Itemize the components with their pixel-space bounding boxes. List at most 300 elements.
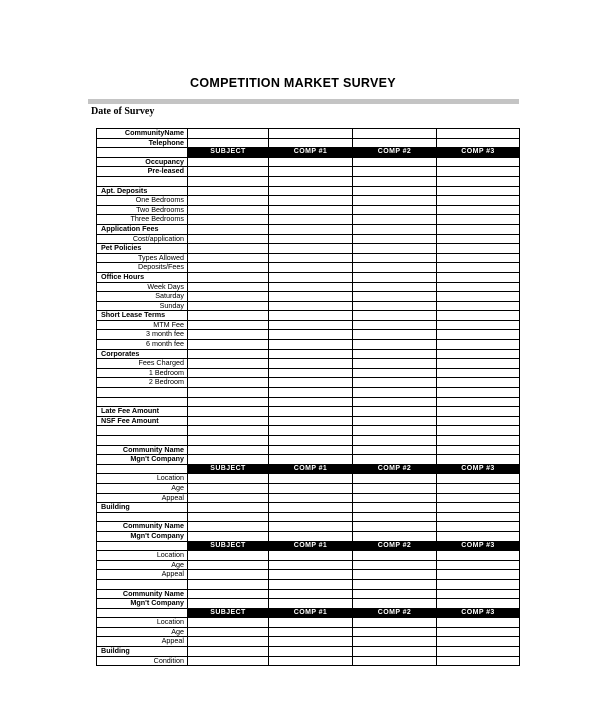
input-cell[interactable]: [437, 282, 520, 292]
input-cell[interactable]: [188, 436, 269, 446]
row-label: CommunityName: [97, 129, 188, 139]
header-blank-cell: [97, 148, 188, 158]
input-cell[interactable]: [437, 436, 520, 446]
row-label: Corporates: [97, 349, 188, 359]
row-label: Pre-leased: [97, 167, 188, 177]
input-cell[interactable]: [269, 627, 353, 637]
input-cell[interactable]: [437, 378, 520, 388]
input-cell[interactable]: [437, 483, 520, 493]
input-cell[interactable]: [269, 263, 353, 273]
input-cell[interactable]: [353, 589, 437, 599]
table-row: [97, 455, 520, 465]
table-row: [97, 618, 520, 628]
input-cell[interactable]: [269, 368, 353, 378]
input-cell[interactable]: [437, 311, 520, 321]
table-row: [97, 599, 520, 609]
input-cell[interactable]: [269, 138, 353, 148]
input-cell[interactable]: [269, 570, 353, 580]
input-cell[interactable]: [188, 301, 269, 311]
input-cell[interactable]: [353, 618, 437, 628]
input-cell[interactable]: [188, 253, 269, 263]
input-cell[interactable]: [437, 493, 520, 503]
input-cell[interactable]: [437, 579, 520, 589]
input-cell[interactable]: [437, 656, 520, 666]
input-cell[interactable]: [188, 560, 269, 570]
input-cell[interactable]: [353, 455, 437, 465]
input-cell[interactable]: [269, 599, 353, 609]
table-row: [97, 426, 520, 436]
input-cell[interactable]: [188, 637, 269, 647]
input-cell[interactable]: [437, 224, 520, 234]
input-cell[interactable]: [269, 426, 353, 436]
input-cell[interactable]: [437, 503, 520, 513]
input-cell[interactable]: [437, 589, 520, 599]
table-row: [97, 493, 520, 503]
input-cell[interactable]: [269, 407, 353, 417]
row-label: Age: [97, 627, 188, 637]
input-cell[interactable]: [437, 359, 520, 369]
input-cell[interactable]: [353, 215, 437, 225]
input-cell[interactable]: [188, 503, 269, 513]
input-cell[interactable]: [353, 196, 437, 206]
input-cell[interactable]: [188, 522, 269, 532]
row-label: [97, 426, 188, 436]
input-cell[interactable]: [188, 570, 269, 580]
input-cell[interactable]: [269, 647, 353, 657]
input-cell[interactable]: [353, 311, 437, 321]
input-cell[interactable]: [437, 618, 520, 628]
input-cell[interactable]: [269, 436, 353, 446]
input-cell[interactable]: [353, 407, 437, 417]
input-cell[interactable]: [269, 483, 353, 493]
input-cell[interactable]: [437, 349, 520, 359]
row-label: Sunday: [97, 301, 188, 311]
input-cell[interactable]: [353, 368, 437, 378]
input-cell[interactable]: [269, 397, 353, 407]
input-cell[interactable]: [269, 244, 353, 254]
row-label: 3 month fee: [97, 330, 188, 340]
input-cell[interactable]: [353, 349, 437, 359]
table-row: [97, 637, 520, 647]
row-label: Mgn't Company: [97, 599, 188, 609]
input-cell[interactable]: [353, 340, 437, 350]
input-cell[interactable]: [437, 426, 520, 436]
input-cell[interactable]: [437, 244, 520, 254]
column-header: COMP #2: [353, 148, 437, 158]
table-row: [97, 397, 520, 407]
table-row: [97, 474, 520, 484]
input-cell[interactable]: [437, 368, 520, 378]
input-cell[interactable]: [353, 503, 437, 513]
input-cell[interactable]: [188, 512, 269, 522]
input-cell[interactable]: [437, 407, 520, 417]
input-cell[interactable]: [437, 129, 520, 139]
table-row: [97, 224, 520, 234]
row-label: Age: [97, 483, 188, 493]
table-row: [97, 196, 520, 206]
table-row: [97, 167, 520, 177]
input-cell[interactable]: [437, 455, 520, 465]
input-cell[interactable]: [353, 388, 437, 398]
input-cell[interactable]: [353, 647, 437, 657]
input-cell[interactable]: [437, 647, 520, 657]
input-cell[interactable]: [437, 157, 520, 167]
input-cell[interactable]: [188, 627, 269, 637]
input-cell[interactable]: [437, 560, 520, 570]
row-label: Location: [97, 551, 188, 561]
input-cell[interactable]: [437, 186, 520, 196]
row-label: Two Bedrooms: [97, 205, 188, 215]
row-label: Appeal: [97, 637, 188, 647]
section-header-row: [97, 148, 520, 158]
title-divider: [88, 99, 519, 104]
row-label: [97, 579, 188, 589]
input-cell[interactable]: [353, 397, 437, 407]
input-cell[interactable]: [188, 483, 269, 493]
row-label: Short Lease Terms: [97, 311, 188, 321]
input-cell[interactable]: [188, 138, 269, 148]
input-cell[interactable]: [188, 531, 269, 541]
input-cell[interactable]: [269, 493, 353, 503]
column-header: COMP #3: [437, 541, 520, 551]
table-row: [97, 368, 520, 378]
input-cell[interactable]: [269, 340, 353, 350]
input-cell[interactable]: [269, 301, 353, 311]
input-cell[interactable]: [437, 340, 520, 350]
input-cell[interactable]: [188, 474, 269, 484]
row-label: Application Fees: [97, 224, 188, 234]
input-cell[interactable]: [269, 388, 353, 398]
row-label: Appeal: [97, 493, 188, 503]
section-header-row: [97, 608, 520, 618]
input-cell[interactable]: [269, 311, 353, 321]
input-cell[interactable]: [353, 436, 437, 446]
row-label: NSF Fee Amount: [97, 416, 188, 426]
input-cell[interactable]: [437, 292, 520, 302]
input-cell[interactable]: [437, 512, 520, 522]
column-header: SUBJECT: [188, 608, 269, 618]
table-row: [97, 647, 520, 657]
input-cell[interactable]: [188, 359, 269, 369]
input-cell[interactable]: [269, 416, 353, 426]
input-cell[interactable]: [188, 656, 269, 666]
input-cell[interactable]: [437, 627, 520, 637]
input-cell[interactable]: [188, 157, 269, 167]
input-cell[interactable]: [188, 349, 269, 359]
input-cell[interactable]: [269, 560, 353, 570]
input-cell[interactable]: [353, 263, 437, 273]
row-label: Occupancy: [97, 157, 188, 167]
input-cell[interactable]: [437, 320, 520, 330]
table-row: [97, 522, 520, 532]
table-row: [97, 186, 520, 196]
row-label: [97, 436, 188, 446]
input-cell[interactable]: [437, 531, 520, 541]
input-cell[interactable]: [437, 205, 520, 215]
table-row: [97, 157, 520, 167]
input-cell[interactable]: [188, 455, 269, 465]
input-cell[interactable]: [437, 330, 520, 340]
input-cell[interactable]: [353, 627, 437, 637]
row-label: Fees Charged: [97, 359, 188, 369]
input-cell[interactable]: [353, 560, 437, 570]
section-header-row: [97, 464, 520, 474]
row-label: 2 Bedroom: [97, 378, 188, 388]
input-cell[interactable]: [269, 176, 353, 186]
input-cell[interactable]: [353, 512, 437, 522]
column-header: COMP #3: [437, 608, 520, 618]
input-cell[interactable]: [353, 551, 437, 561]
row-label: Community Name: [97, 445, 188, 455]
input-cell[interactable]: [353, 253, 437, 263]
input-cell[interactable]: [353, 531, 437, 541]
input-cell[interactable]: [269, 157, 353, 167]
input-cell[interactable]: [353, 359, 437, 369]
header-blank-cell: [97, 464, 188, 474]
input-cell[interactable]: [188, 378, 269, 388]
input-cell[interactable]: [353, 244, 437, 254]
input-cell[interactable]: [269, 637, 353, 647]
input-cell[interactable]: [269, 522, 353, 532]
table-row: [97, 263, 520, 273]
row-label: Location: [97, 618, 188, 628]
input-cell[interactable]: [353, 579, 437, 589]
input-cell[interactable]: [269, 359, 353, 369]
input-cell[interactable]: [353, 167, 437, 177]
input-cell[interactable]: [188, 282, 269, 292]
input-cell[interactable]: [269, 167, 353, 177]
row-label: Age: [97, 560, 188, 570]
row-label: [97, 397, 188, 407]
input-cell[interactable]: [188, 330, 269, 340]
row-label: One Bedrooms: [97, 196, 188, 206]
input-cell[interactable]: [437, 474, 520, 484]
table-row: [97, 138, 520, 148]
survey-table: [96, 128, 520, 666]
input-cell[interactable]: [353, 656, 437, 666]
row-label: Building: [97, 503, 188, 513]
input-cell[interactable]: [353, 176, 437, 186]
input-cell[interactable]: [353, 570, 437, 580]
row-label: Community Name: [97, 522, 188, 532]
input-cell[interactable]: [269, 531, 353, 541]
input-cell[interactable]: [353, 599, 437, 609]
input-cell[interactable]: [269, 579, 353, 589]
row-label: Apt. Deposits: [97, 186, 188, 196]
table-row: [97, 253, 520, 263]
input-cell[interactable]: [437, 196, 520, 206]
row-label: Appeal: [97, 570, 188, 580]
input-cell[interactable]: [269, 512, 353, 522]
input-cell[interactable]: [188, 551, 269, 561]
input-cell[interactable]: [188, 320, 269, 330]
input-cell[interactable]: [188, 129, 269, 139]
input-cell[interactable]: [437, 301, 520, 311]
input-cell[interactable]: [269, 215, 353, 225]
input-cell[interactable]: [269, 589, 353, 599]
input-cell[interactable]: [188, 493, 269, 503]
input-cell[interactable]: [437, 388, 520, 398]
table-row: [97, 129, 520, 139]
input-cell[interactable]: [437, 570, 520, 580]
input-cell[interactable]: [269, 330, 353, 340]
input-cell[interactable]: [188, 445, 269, 455]
column-header: COMP #2: [353, 608, 437, 618]
input-cell[interactable]: [188, 599, 269, 609]
column-header: SUBJECT: [188, 541, 269, 551]
table-row: [97, 656, 520, 666]
column-header: COMP #2: [353, 464, 437, 474]
input-cell[interactable]: [437, 272, 520, 282]
header-blank-cell: [97, 608, 188, 618]
input-cell[interactable]: [353, 272, 437, 282]
input-cell[interactable]: [353, 282, 437, 292]
input-cell[interactable]: [437, 234, 520, 244]
input-cell[interactable]: [353, 330, 437, 340]
row-label: Community Name: [97, 589, 188, 599]
row-label: MTM Fee: [97, 320, 188, 330]
input-cell[interactable]: [188, 368, 269, 378]
input-cell[interactable]: [188, 647, 269, 657]
input-cell[interactable]: [437, 416, 520, 426]
input-cell[interactable]: [269, 474, 353, 484]
input-cell[interactable]: [269, 253, 353, 263]
input-cell[interactable]: [269, 503, 353, 513]
input-cell[interactable]: [353, 138, 437, 148]
input-cell[interactable]: [269, 224, 353, 234]
section-header-row: [97, 541, 520, 551]
input-cell[interactable]: [353, 378, 437, 388]
input-cell[interactable]: [353, 445, 437, 455]
row-label: 6 month fee: [97, 340, 188, 350]
input-cell[interactable]: [353, 224, 437, 234]
input-cell[interactable]: [188, 244, 269, 254]
input-cell[interactable]: [437, 215, 520, 225]
input-cell[interactable]: [437, 263, 520, 273]
table-row: [97, 551, 520, 561]
input-cell[interactable]: [353, 493, 437, 503]
input-cell[interactable]: [269, 455, 353, 465]
row-label: Late Fee Amount: [97, 407, 188, 417]
input-cell[interactable]: [269, 205, 353, 215]
input-cell[interactable]: [188, 407, 269, 417]
input-cell[interactable]: [269, 320, 353, 330]
input-cell[interactable]: [437, 176, 520, 186]
table-row: [97, 503, 520, 513]
input-cell[interactable]: [353, 416, 437, 426]
table-row: [97, 272, 520, 282]
input-cell[interactable]: [353, 301, 437, 311]
input-cell[interactable]: [188, 176, 269, 186]
input-cell[interactable]: [437, 637, 520, 647]
input-cell[interactable]: [353, 292, 437, 302]
input-cell[interactable]: [269, 656, 353, 666]
input-cell[interactable]: [188, 340, 269, 350]
input-cell[interactable]: [269, 129, 353, 139]
table-row: [97, 320, 520, 330]
table-row: [97, 311, 520, 321]
input-cell[interactable]: [353, 320, 437, 330]
input-cell[interactable]: [188, 234, 269, 244]
input-cell[interactable]: [188, 167, 269, 177]
row-label: Week Days: [97, 282, 188, 292]
input-cell[interactable]: [269, 272, 353, 282]
input-cell[interactable]: [188, 196, 269, 206]
row-label: Deposits/Fees: [97, 263, 188, 273]
row-label: Mgn't Company: [97, 531, 188, 541]
input-cell[interactable]: [269, 234, 353, 244]
table-row: [97, 359, 520, 369]
input-cell[interactable]: [353, 157, 437, 167]
input-cell[interactable]: [188, 215, 269, 225]
input-cell[interactable]: [188, 186, 269, 196]
table-row: [97, 579, 520, 589]
input-cell[interactable]: [188, 397, 269, 407]
input-cell[interactable]: [269, 196, 353, 206]
input-cell[interactable]: [188, 272, 269, 282]
input-cell[interactable]: [353, 234, 437, 244]
input-cell[interactable]: [269, 445, 353, 455]
input-cell[interactable]: [353, 474, 437, 484]
column-header: SUBJECT: [188, 464, 269, 474]
row-label: Mgn't Company: [97, 455, 188, 465]
input-cell[interactable]: [188, 426, 269, 436]
input-cell[interactable]: [269, 349, 353, 359]
input-cell[interactable]: [353, 129, 437, 139]
input-cell[interactable]: [437, 253, 520, 263]
input-cell[interactable]: [353, 205, 437, 215]
table-row: [97, 570, 520, 580]
input-cell[interactable]: [188, 579, 269, 589]
input-cell[interactable]: [353, 426, 437, 436]
input-cell[interactable]: [269, 551, 353, 561]
input-cell[interactable]: [437, 599, 520, 609]
input-cell[interactable]: [437, 397, 520, 407]
input-cell[interactable]: [188, 618, 269, 628]
table-row: [97, 531, 520, 541]
input-cell[interactable]: [437, 167, 520, 177]
input-cell[interactable]: [269, 378, 353, 388]
input-cell[interactable]: [188, 416, 269, 426]
input-cell[interactable]: [437, 551, 520, 561]
table-row: [97, 589, 520, 599]
input-cell[interactable]: [353, 522, 437, 532]
table-row: [97, 301, 520, 311]
input-cell[interactable]: [437, 445, 520, 455]
input-cell[interactable]: [188, 292, 269, 302]
row-label: Types Allowed: [97, 253, 188, 263]
input-cell[interactable]: [269, 618, 353, 628]
column-header: COMP #1: [269, 148, 353, 158]
input-cell[interactable]: [269, 292, 353, 302]
table-row: [97, 483, 520, 493]
input-cell[interactable]: [269, 282, 353, 292]
input-cell[interactable]: [437, 522, 520, 532]
input-cell[interactable]: [353, 483, 437, 493]
input-cell[interactable]: [188, 388, 269, 398]
input-cell[interactable]: [188, 263, 269, 273]
input-cell[interactable]: [269, 186, 353, 196]
input-cell[interactable]: [188, 589, 269, 599]
input-cell[interactable]: [353, 637, 437, 647]
input-cell[interactable]: [353, 186, 437, 196]
input-cell[interactable]: [188, 205, 269, 215]
table-row: [97, 330, 520, 340]
table-row: [97, 378, 520, 388]
input-cell[interactable]: [437, 138, 520, 148]
input-cell[interactable]: [188, 311, 269, 321]
input-cell[interactable]: [188, 224, 269, 234]
